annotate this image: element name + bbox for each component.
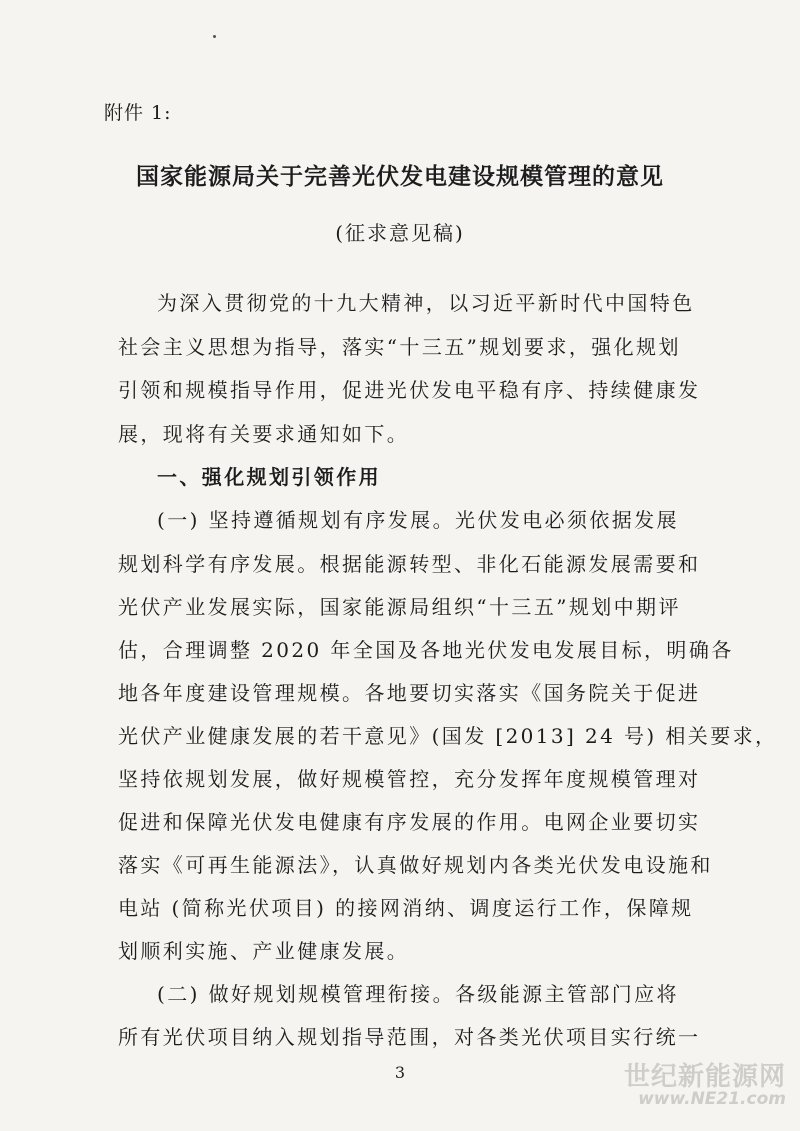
intro-line: 社会主义思想为指导，落实“十三五”规划要求，强化规划 [118,335,681,359]
scan-speck [213,35,216,38]
intro-line: 为深入贯彻党的十九大精神，以习近平新时代中国特色 [157,291,695,315]
para2-line: 所有光伏项目纳入规划指导范围，对各类光伏项目实行统一 [118,1025,701,1049]
watermark-url: www.NE21.com [638,1089,786,1109]
para1-line: 规划科学有序发展。根据能源转型、非化石能源发展需要和 [118,552,701,576]
para1-line: 落实《可再生能源法》，认真做好规划内各类光伏发电设施和 [118,853,713,877]
para1-line: 电站 (简称光伏项目) 的接网消纳、调度运行工作，保障规 [118,896,694,920]
para1-line: 划顺利实施、产业健康发展。 [118,939,410,963]
draft-subtitle: (征求意见稿) [335,221,465,245]
para1-line: 光伏产业健康发展的若干意见》(国发 [2013] 24 号) 相关要求， [118,724,778,748]
attachment-label: 附件 1: [104,102,172,124]
site-watermark [624,1056,786,1109]
page-number: 3 [394,1063,406,1082]
para1-line: (一) 坚持遵循规划有序发展。光伏发电必须依据发展 [157,508,679,532]
para1-line: 地各年度建设管理规模。各地要切实落实《国务院关于促进 [118,681,701,705]
section-heading: 一、强化规划引领作用 [157,465,381,489]
intro-line: 展，现将有关要求通知如下。 [118,422,410,446]
para1-line: 光伏产业发展实际，国家能源局组织“十三五”规划中期评 [118,595,681,619]
page-title: 国家能源局关于完善光伏发电建设规模管理的意见 [136,163,664,190]
intro-line: 引领和规模指导作用，促进光伏发电平稳有序、持续健康发 [118,378,701,402]
para1-line: 坚持依规划发展，做好规模管控，充分发挥年度规模管理对 [118,767,701,791]
para1-line: 促进和保障光伏发电健康有序发展的作用。电网企业要切实 [118,810,701,834]
watermark-site-name: 世纪新能源网 [623,1062,786,1092]
para1-line: 估，合理调整 2020 年全国及各地光伏发电发展目标，明确各 [118,638,734,662]
para2-line: (二) 做好规划规模管理衔接。各级能源主管部门应将 [157,982,679,1006]
